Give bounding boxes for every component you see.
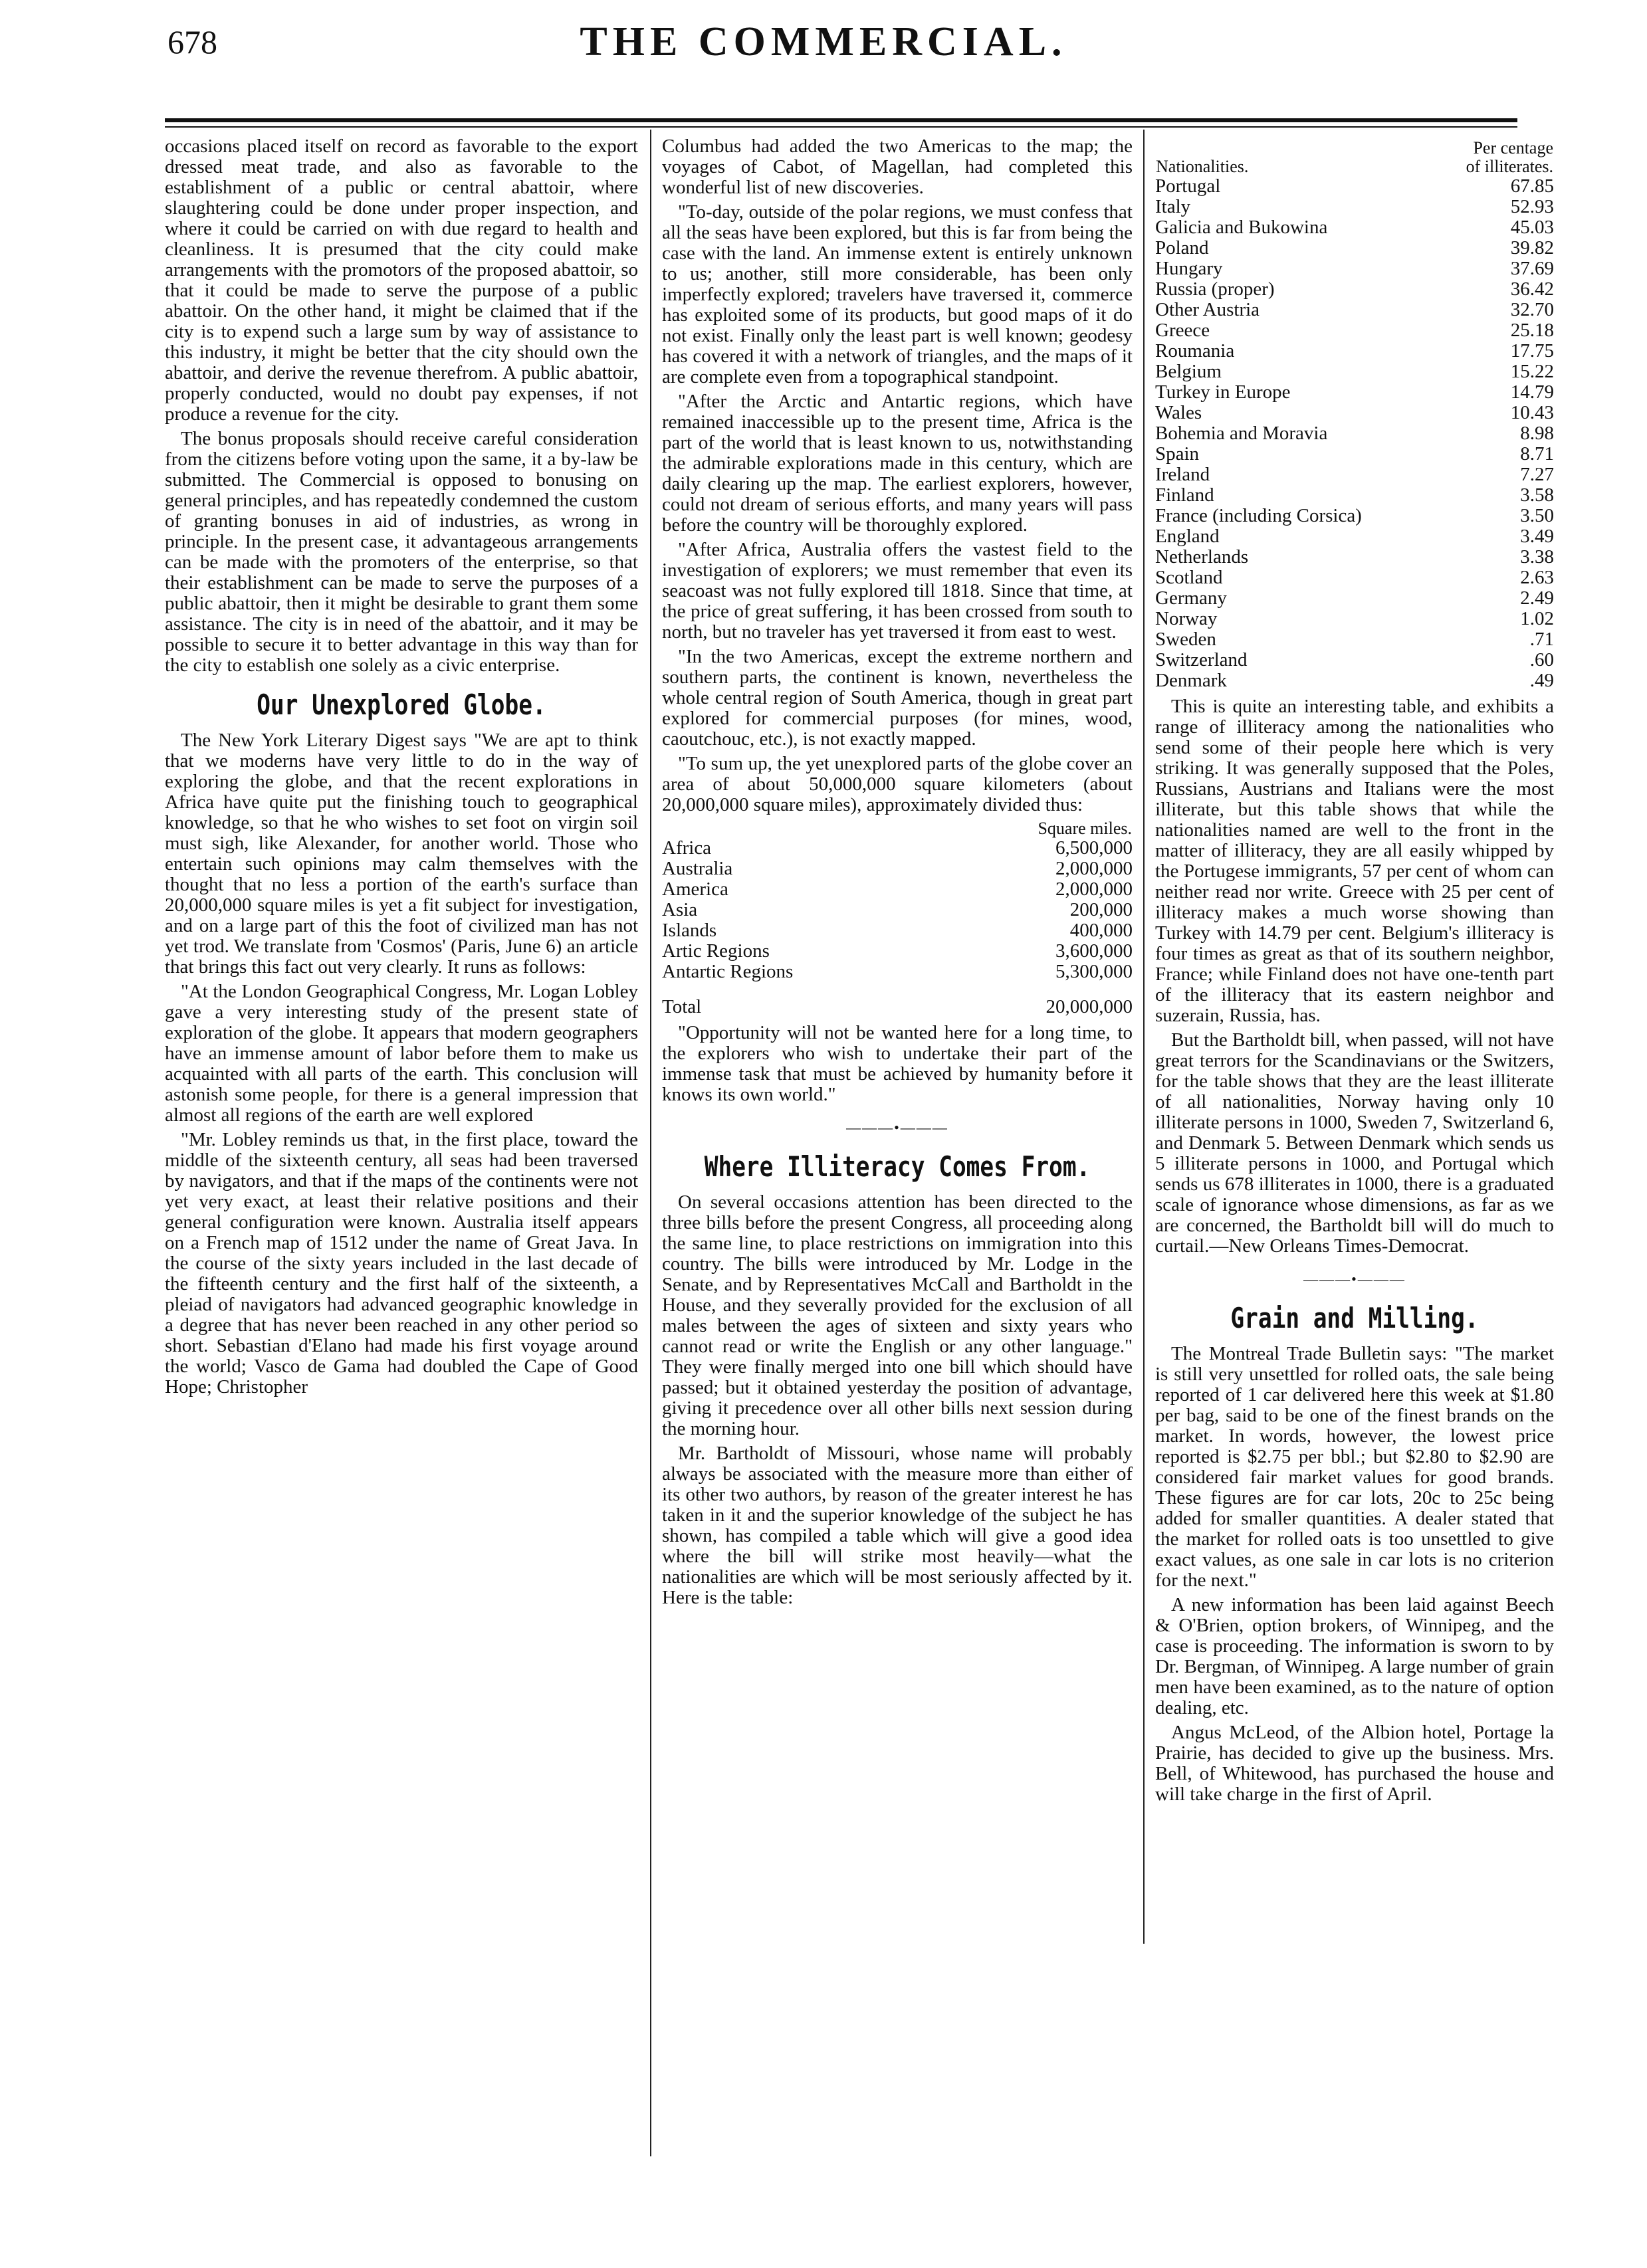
row-label: Switzerland bbox=[1155, 649, 1248, 670]
row-value: 1.02 bbox=[1520, 608, 1554, 629]
table-row bbox=[662, 900, 1133, 920]
row-label: Germany bbox=[1155, 587, 1227, 609]
row-value: 5,300,000 bbox=[1055, 961, 1133, 982]
row-value: 14.79 bbox=[1510, 381, 1554, 403]
row-label: Greece bbox=[1155, 320, 1210, 341]
table-header-nationalities: Nationalities. bbox=[1156, 157, 1249, 176]
paragraph: The Montreal Trade Bulletin says: "The market is still very unsettled for rolled oats, the sale being reported of 1 car delivered here this week at $1.80 per bag, said to be one of the finest brands on the market. In words, however, the lowest price reported is $2.75 per bbl.; but $2.80 to $2.90 are considered fair market values for good brands. These figures are for car lots, 20c to 25c being added for smaller quantities. A dealer stated that the market for rolled oats is too unsettled to give exact values, as one sale in car lots is no criterion for the next." bbox=[1155, 1343, 1554, 1591]
row-value: 2,000,000 bbox=[1055, 878, 1133, 900]
row-value: 2.63 bbox=[1520, 567, 1554, 588]
row-value: 17.75 bbox=[1510, 340, 1554, 361]
column-3 bbox=[1155, 136, 1554, 1809]
paragraph: Columbus had added the two Americas to the map; the voyages of Cabot, of Magellan, had completed this wonderful list of new discoveries. bbox=[662, 136, 1133, 198]
table-row bbox=[1155, 320, 1554, 341]
row-label: Wales bbox=[1155, 402, 1202, 423]
row-label: Poland bbox=[1155, 237, 1209, 258]
table-header-pct-b: of illiterates. bbox=[1466, 157, 1553, 176]
paragraph: On several occasions attention has been directed to the three bills before the present Congress, all proceeding along the same line, to place restrictions on immigration into this country. The bills were introduced by Mr. Lodge in the Senate, and by Representatives McCall and Bartholdt in the House, and they severally provided for the exclusion of all males between the ages of sixteen and sixty years who cannot read or write the English or any other language." They were finally merged into one bill which should have passed; but it obtained yesterday the position of advantage, giving it precedence over all other bills next session during the morning hour. bbox=[662, 1191, 1133, 1439]
table-row bbox=[1155, 423, 1554, 444]
table-row bbox=[1155, 588, 1554, 609]
row-label: Bohemia and Moravia bbox=[1155, 423, 1328, 444]
row-value: 3.49 bbox=[1520, 526, 1554, 547]
row-value: 52.93 bbox=[1510, 196, 1554, 217]
row-label: Artic Regions bbox=[662, 940, 770, 962]
page-number: 678 bbox=[167, 23, 217, 60]
row-label: Italy bbox=[1155, 196, 1191, 217]
row-label: Portugal bbox=[1155, 175, 1221, 197]
section-heading-grain-milling: Grain and Milling. bbox=[1230, 1302, 1479, 1334]
table-row bbox=[1155, 403, 1554, 423]
table-row bbox=[662, 941, 1133, 962]
table-row bbox=[1155, 279, 1554, 300]
row-value: .71 bbox=[1529, 629, 1554, 650]
row-label: Norway bbox=[1155, 608, 1218, 629]
row-value: 7.27 bbox=[1520, 464, 1554, 485]
row-label: Scotland bbox=[1155, 567, 1223, 588]
section-separator: ———•——— bbox=[1303, 1271, 1406, 1287]
row-label: Hungary bbox=[1155, 258, 1223, 279]
row-label: Africa bbox=[662, 837, 712, 859]
table-row bbox=[1155, 382, 1554, 403]
table-row bbox=[1155, 526, 1554, 547]
table-row bbox=[662, 962, 1133, 982]
row-label: America bbox=[662, 878, 728, 900]
header-rule-thin bbox=[165, 126, 1517, 128]
table-row bbox=[1155, 238, 1554, 258]
table-row bbox=[1155, 650, 1554, 670]
row-value: .60 bbox=[1529, 649, 1554, 670]
paragraph: The bonus proposals should receive careful consideration from the citizens before voting upon the same, it a by-law be submitted. The Commercial is opposed to bonusing on general principles, and has repeatedly condemned the custom of granting bonuses in aid of industries, as wrong in principle. In the present case, it advantageous arrangements can be made with the promoters of the enterprise, so that their establishment can be made to serve the purposes of a public abattoir, then it might be desirable to grant them some assistance. The city is in need of the abattoir, and it may be possible to secure it to better advantage in this way than for the city to establish one solely as a civic enterprise. bbox=[165, 428, 638, 676]
paragraph: Angus McLeod, of the Albion hotel, Portage la Prairie, has decided to give up the business. Mrs. Bell, of Whitewood, has purchased the house and will take charge in the first of April. bbox=[1155, 1722, 1554, 1805]
table-row bbox=[1155, 670, 1554, 691]
table-row bbox=[1155, 485, 1554, 506]
row-value: 10.43 bbox=[1510, 402, 1554, 423]
paragraph: Mr. Bartholdt of Missouri, whose name will probably always be associated with the measure more than either of its other two authors, by reason of the greater interest he has taken in it and the superior knowledge of the subject he has shown, has compiled a table which will give a good idea where the bill will strike most heavily—what the nationalities are which will be most seriously affected by it. Here is the table: bbox=[662, 1443, 1133, 1608]
row-label: Finland bbox=[1155, 484, 1214, 506]
table-row bbox=[1155, 341, 1554, 361]
paragraph: "Mr. Lobley reminds us that, in the first place, toward the middle of the sixteenth century, all seas had been traversed by navigators, and that if the maps of the continents were not yet very exact, at least their relative positions and their general configuration were known. Australia itself appears on a French map of 1512 under the name of Great Java. In the course of the sixty years included in the last decade of the fifteenth century and the first half of the sixteenth, a pleiad of navigators had advanced geographic knowledge in a degree that has never been reached in any other period so short. Sebastian d'Elano had made his first voyage around the world; Vasco de Gama had doubled the Cape of Good Hope; Christopher bbox=[165, 1129, 638, 1397]
row-label: Other Austria bbox=[1155, 299, 1260, 320]
table-row bbox=[1155, 361, 1554, 382]
table-row bbox=[1155, 300, 1554, 320]
row-label: Sweden bbox=[1155, 629, 1216, 650]
paragraph: This is quite an interesting table, and exhibits a range of illiteracy among the nationalities who send some of their people here which is very striking. It was generally supposed that the Poles, Russians, Austrians and Italians were the most illiterate, but this table shows that while the nationalities named are well to the front in the matter of illiteracy, they are all easily whipped by the Portugese immigrants, 57 per cent of whom can neither read nor write. Greece with 25 per cent of illiteracy makes a much worse showing than Turkey with 14.79 per cent. Belgium's illiteracy is four times as great as that of its southern neighbor, France; while Finland does not have one-tenth part of the illiteracy that its eastern neighbor and suzerain, Russia, has. bbox=[1155, 696, 1554, 1026]
row-value: 8.98 bbox=[1520, 423, 1554, 444]
header-rule-thick bbox=[165, 118, 1517, 122]
row-label: Russia (proper) bbox=[1155, 278, 1275, 300]
paragraph: But the Bartholdt bill, when passed, will not have great terrors for the Scandinavians or the Switzers, for the table shows that they are the least illiterate of all nationalities, Norway having only 10 illiterate persons in 1000, Sweden 7, Switzerland 6, and Denmark 5. Between Denmark which sends us 5 illiterate persons in 1000, and Portugal which sends us 678 illiterates in 1000, there is a graduated scale of ignorance whose dimensions, as far as we are concerned, the Bartholdt bill will do much to curtail.—New Orleans Times-Democrat. bbox=[1155, 1029, 1554, 1257]
row-value: 3.38 bbox=[1520, 546, 1554, 567]
paragraph: "After Africa, Australia offers the vastest field to the investigation of explorers; we must remember that even its seacoast was not fully explored till 1818. Since that time, at the price of great suffering, it has been crossed from south to north, but no traveler has yet traversed it from east to west. bbox=[662, 539, 1133, 643]
table-row bbox=[1155, 176, 1554, 197]
paragraph: "To-day, outside of the polar regions, we must confess that all the seas have been explored, but this is far from being the case with the land. An immense extent is entirely unknown to us; another, still more considerable, has been only imperfectly explored; travelers have traversed it, commerce has exploited some of its products, but good maps of it do not exist. Finally only the least part is well known; geodesy has covered it with a network of triangles, and the maps of it are complete even from a topographical standpoint. bbox=[662, 201, 1133, 387]
paragraph: "Opportunity will not be wanted here for a long time, to the explorers who wish to undertake their part of the immense task that must be achieved by humanity before it knows its own world." bbox=[662, 1022, 1133, 1105]
row-label: Denmark bbox=[1155, 670, 1227, 691]
total-value: 20,000,000 bbox=[1045, 996, 1133, 1017]
row-label: England bbox=[1155, 526, 1220, 547]
row-label: Belgium bbox=[1155, 361, 1222, 382]
section-heading-unexplored-globe: Our Unexplored Globe. bbox=[257, 688, 546, 721]
table-row bbox=[1155, 547, 1554, 567]
table-row bbox=[1155, 197, 1554, 217]
row-value: 45.03 bbox=[1510, 217, 1554, 238]
row-value: 6,500,000 bbox=[1055, 837, 1133, 859]
row-label: Netherlands bbox=[1155, 546, 1249, 567]
row-label: Asia bbox=[662, 899, 698, 920]
unexplored-areas-table bbox=[662, 819, 1133, 1017]
row-value: 200,000 bbox=[1069, 899, 1133, 920]
row-label: Antartic Regions bbox=[662, 961, 794, 982]
column-2 bbox=[662, 136, 1133, 1612]
paragraph: "In the two Americas, except the extreme northern and southern parts, the continent is known, nevertheless the whole central region of South America, though in great part explored for commercial purposes (for mines, wood, caoutchouc, etc.), is not exactly mapped. bbox=[662, 646, 1133, 750]
row-value: 3.58 bbox=[1520, 484, 1554, 506]
row-label: Turkey in Europe bbox=[1155, 381, 1291, 403]
row-label: Islands bbox=[662, 920, 717, 941]
section-separator: ———•——— bbox=[846, 1119, 948, 1136]
row-label: Spain bbox=[1155, 443, 1200, 464]
row-value: 2.49 bbox=[1520, 587, 1554, 609]
table-header-pct-a: Per centage bbox=[1473, 138, 1553, 157]
table-row bbox=[662, 838, 1133, 859]
row-label: Roumania bbox=[1155, 340, 1235, 361]
row-value: 25.18 bbox=[1510, 320, 1554, 341]
row-value: 15.22 bbox=[1510, 361, 1554, 382]
row-label: Ireland bbox=[1155, 464, 1210, 485]
column-1 bbox=[165, 136, 638, 1401]
section-heading-illiteracy: Where Illiteracy Comes From. bbox=[704, 1150, 1091, 1183]
row-value: 2,000,000 bbox=[1055, 858, 1133, 879]
table-row bbox=[1155, 258, 1554, 279]
table-row bbox=[662, 859, 1133, 879]
table-row bbox=[662, 879, 1133, 900]
masthead-title: THE COMMERCIAL. bbox=[580, 19, 1067, 64]
table-row bbox=[1155, 567, 1554, 588]
table-row bbox=[662, 920, 1133, 941]
column-divider-2 bbox=[1143, 130, 1145, 1944]
total-label: Total bbox=[662, 996, 702, 1017]
row-value: 36.42 bbox=[1510, 278, 1554, 300]
table-row bbox=[1155, 444, 1554, 464]
table-row bbox=[1155, 506, 1554, 526]
paragraph: occasions placed itself on record as favorable to the export dressed meat trade, and also as favorable to the establishment of a public or central abattoir, where slaughtering could be done under proper inspection, and where it could be carried on with due regard to health and cleanliness. It is presumed that the city could make arrangements with the promotors of the proposed abattoir, so that it could be made to serve the purpose of a public abattoir. On the other hand, it might be claimed that if the city is to expend such a large sum by way of assistance to this industry, it might be better that the city should own the abattoir, and derive the revenue therefrom. A public abattoir, properly conducted, would no doubt pay expenses, if not produce a revenue for the city. bbox=[165, 136, 638, 425]
paragraph: The New York Literary Digest says "We are apt to think that we moderns have very little to do in the way of exploring the globe, and that the recent explorations in Africa have quite put the finishing touch to geographical knowledge, so that he who wishes to set foot on virgin soil must sigh, like Alexander, for another world. Those who entertain such opinions may calm themselves with the thought that no less a portion of the earth's surface than 20,000,000 square miles is yet a fit subject for investigation, and on a large part of this the foot of civilized man has not yet trod. We translate from 'Cosmos' (Paris, June 6) an article that brings this fact out very clearly. It runs as follows: bbox=[165, 730, 638, 978]
table-row bbox=[1155, 609, 1554, 629]
row-value: 67.85 bbox=[1510, 175, 1554, 197]
row-value: .49 bbox=[1529, 670, 1554, 691]
column-divider-1 bbox=[650, 130, 651, 2156]
row-value: 32.70 bbox=[1510, 299, 1554, 320]
table-row bbox=[1155, 629, 1554, 650]
table-total-row bbox=[662, 982, 1133, 1017]
table-header: Square miles. bbox=[1038, 819, 1132, 838]
row-label: Australia bbox=[662, 858, 733, 879]
row-value: 37.69 bbox=[1510, 258, 1554, 279]
paragraph: "At the London Geographical Congress, Mr. Logan Lobley gave a very interesting study of the present state of exploration of the globe. It appears that modern geographers have an immense amount of labor before them to make us acquainted with all parts of the earth. This conclusion will astonish some people, for there is a general impression that almost all regions of the earth are well explored bbox=[165, 981, 638, 1126]
row-value: 39.82 bbox=[1510, 237, 1554, 258]
row-value: 3,600,000 bbox=[1055, 940, 1133, 962]
table-row bbox=[1155, 464, 1554, 485]
row-label: France (including Corsica) bbox=[1155, 505, 1362, 526]
row-value: 3.50 bbox=[1520, 505, 1554, 526]
row-value: 400,000 bbox=[1069, 920, 1133, 941]
paragraph: A new information has been laid against Beech & O'Brien, option brokers, of Winnipeg, and the case is proceeding. The information is sworn to by Dr. Bergman, of Winnipeg. A large number of grain men have been examined, as to the nature of option dealing, etc. bbox=[1155, 1594, 1554, 1718]
row-value: 8.71 bbox=[1520, 443, 1554, 464]
row-label: Galicia and Bukowina bbox=[1155, 217, 1328, 238]
paragraph: "After the Arctic and Antartic regions, which have remained inaccessible up to the present time, Africa is the part of the world that is least known to us, notwithstanding the admirable explorations made in this century, which are daily clearing up the map. The earliest explorers, however, could not dream of serious efforts, and many years will pass before the country will be thoroughly explored. bbox=[662, 391, 1133, 536]
paragraph: "To sum up, the yet unexplored parts of the globe cover an area of about 50,000,000 square kilometers (about 20,000,000 square miles), approximately divided thus: bbox=[662, 753, 1133, 815]
illiteracy-table bbox=[1155, 139, 1554, 691]
table-row bbox=[1155, 217, 1554, 238]
